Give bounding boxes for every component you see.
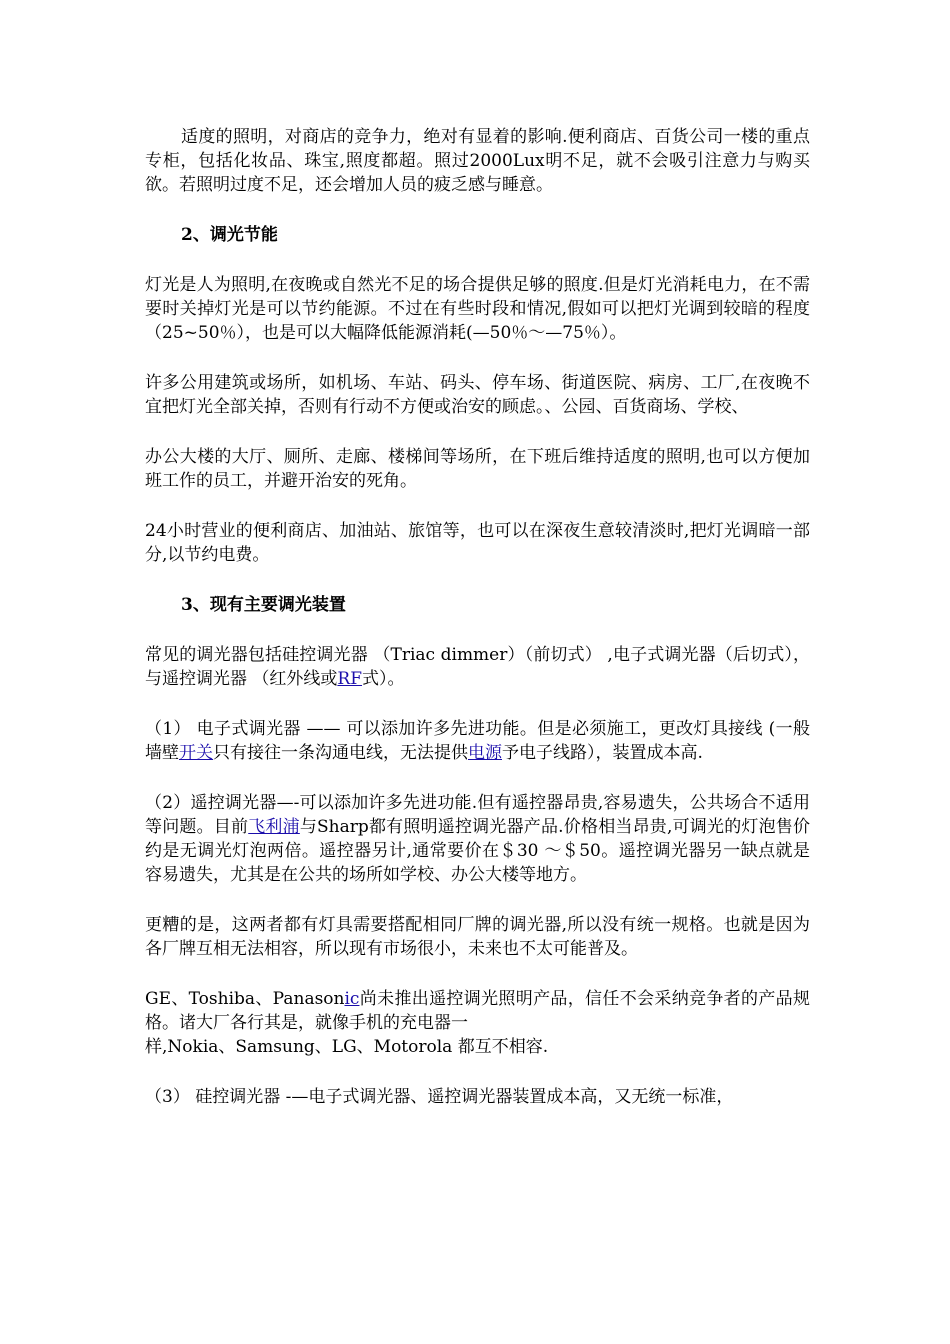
text-segment: 尚未推出遥控调光照明产品，信任不会采纳竞争者的产品规格。诸大厂各行其是，就像手机的充电器一 — [145, 989, 810, 1033]
text-segment: 予电子线路），装置成本高. — [502, 743, 703, 763]
paragraph-24h-stores: 24小时营业的便利商店、加油站、旅馆等，也可以在深夜生意较清淡时,把灯光调暗一部分,以节约电费。 — [145, 521, 810, 565]
link-power-supply[interactable]: 电源 — [468, 743, 502, 763]
paragraph-electronic-dimmer — [145, 717, 810, 765]
paragraph-triac-dimmer: （3） 硅控调光器 -—电子式调光器、遥控调光器装置成本高，又无统一标准， — [145, 1087, 734, 1107]
text-segment: 与Sharp都有照明遥控调光器产品.价格相当昂贵,可调光的灯泡售价约是无调光灯泡两倍。遥控器另计,通常要价在＄30 ～＄50。遥控调光器另一缺点就是容易遗失，尤其是在公共的场所如学校、办公大楼等地方。 — [145, 817, 811, 885]
text-segment: 常见的调光器包括硅控调光器 （Triac dimmer）（前切式） ,电子式调光器（后切式），与遥控调光器 （红外线或 — [145, 645, 810, 689]
text-segment: （2）遥控调光器—-可以添加许多先进功能.但有遥控器昂贵,容易遗失，公共场合不适用等问题。目前 — [145, 793, 810, 837]
text-segment: 只有接往一条沟通电线，无法提供 — [213, 743, 468, 763]
document-page — [145, 125, 810, 1109]
paragraph-brands — [145, 987, 810, 1059]
heading-existing-dimmers: 3、现有主要调光装置 — [181, 595, 346, 615]
link-switch[interactable]: 开关 — [179, 743, 213, 763]
paragraph-common-dimmers — [145, 643, 810, 691]
text-segment: GE、Toshiba、Panason — [145, 989, 345, 1009]
paragraph-remote-dimmer — [145, 791, 810, 887]
text-segment: 样,Nokia、Samsung、LG、Motorola 都互不相容. — [145, 1037, 549, 1057]
paragraph-public-buildings: 许多公用建筑或场所，如机场、车站、码头、停车场、街道医院、病房、工厂,在夜晚不宜把灯光全部关掉，否则有行动不方便或治安的顾虑。、公园、百货商场、学校、 — [145, 373, 810, 417]
heading-dimming-energy-saving: 2、调光节能 — [181, 225, 278, 245]
text-segment: 式）。 — [362, 669, 405, 689]
paragraph-no-unified-standard: 更糟的是，这两者都有灯具需要搭配相同厂牌的调光器,所以没有统一规格。也就是因为各厂牌互相无法相容，所以现有市场很小，未来也不太可能普及。 — [145, 915, 810, 959]
link-rf[interactable]: RF — [337, 669, 363, 689]
link-philips[interactable]: 飞利浦 — [248, 817, 300, 837]
text-segment: （1） 电子式调光器 —— 可以添加许多先进功能。但是必须施工，更改灯具接线 (一般墙壁 — [145, 719, 810, 763]
link-ic[interactable]: ic — [344, 989, 360, 1009]
paragraph-store-lighting: 适度的照明，对商店的竞争力，绝对有显着的影响.便利商店、百货公司一楼的重点专柜，包括化妆品、珠宝,照度都超。照过2000Lux明不足，就不会吸引注意力与购买欲。若照明过度不足，还会增加人员的疲乏感与睡意。 — [145, 127, 810, 195]
paragraph-office-buildings: 办公大楼的大厅、厕所、走廊、楼梯间等场所，在下班后维持适度的照明,也可以方便加班工作的员工，并避开治安的死角。 — [145, 447, 810, 491]
paragraph-energy-saving: 灯光是人为照明,在夜晚或自然光不足的场合提供足够的照度.但是灯光消耗电力，在不需要时关掉灯光是可以节约能源。不过在有些时段和情况,假如可以把灯光调到较暗的程度 （25~50％），也是可以大幅降低能源消耗(—50％～—75％）。 — [145, 275, 810, 343]
